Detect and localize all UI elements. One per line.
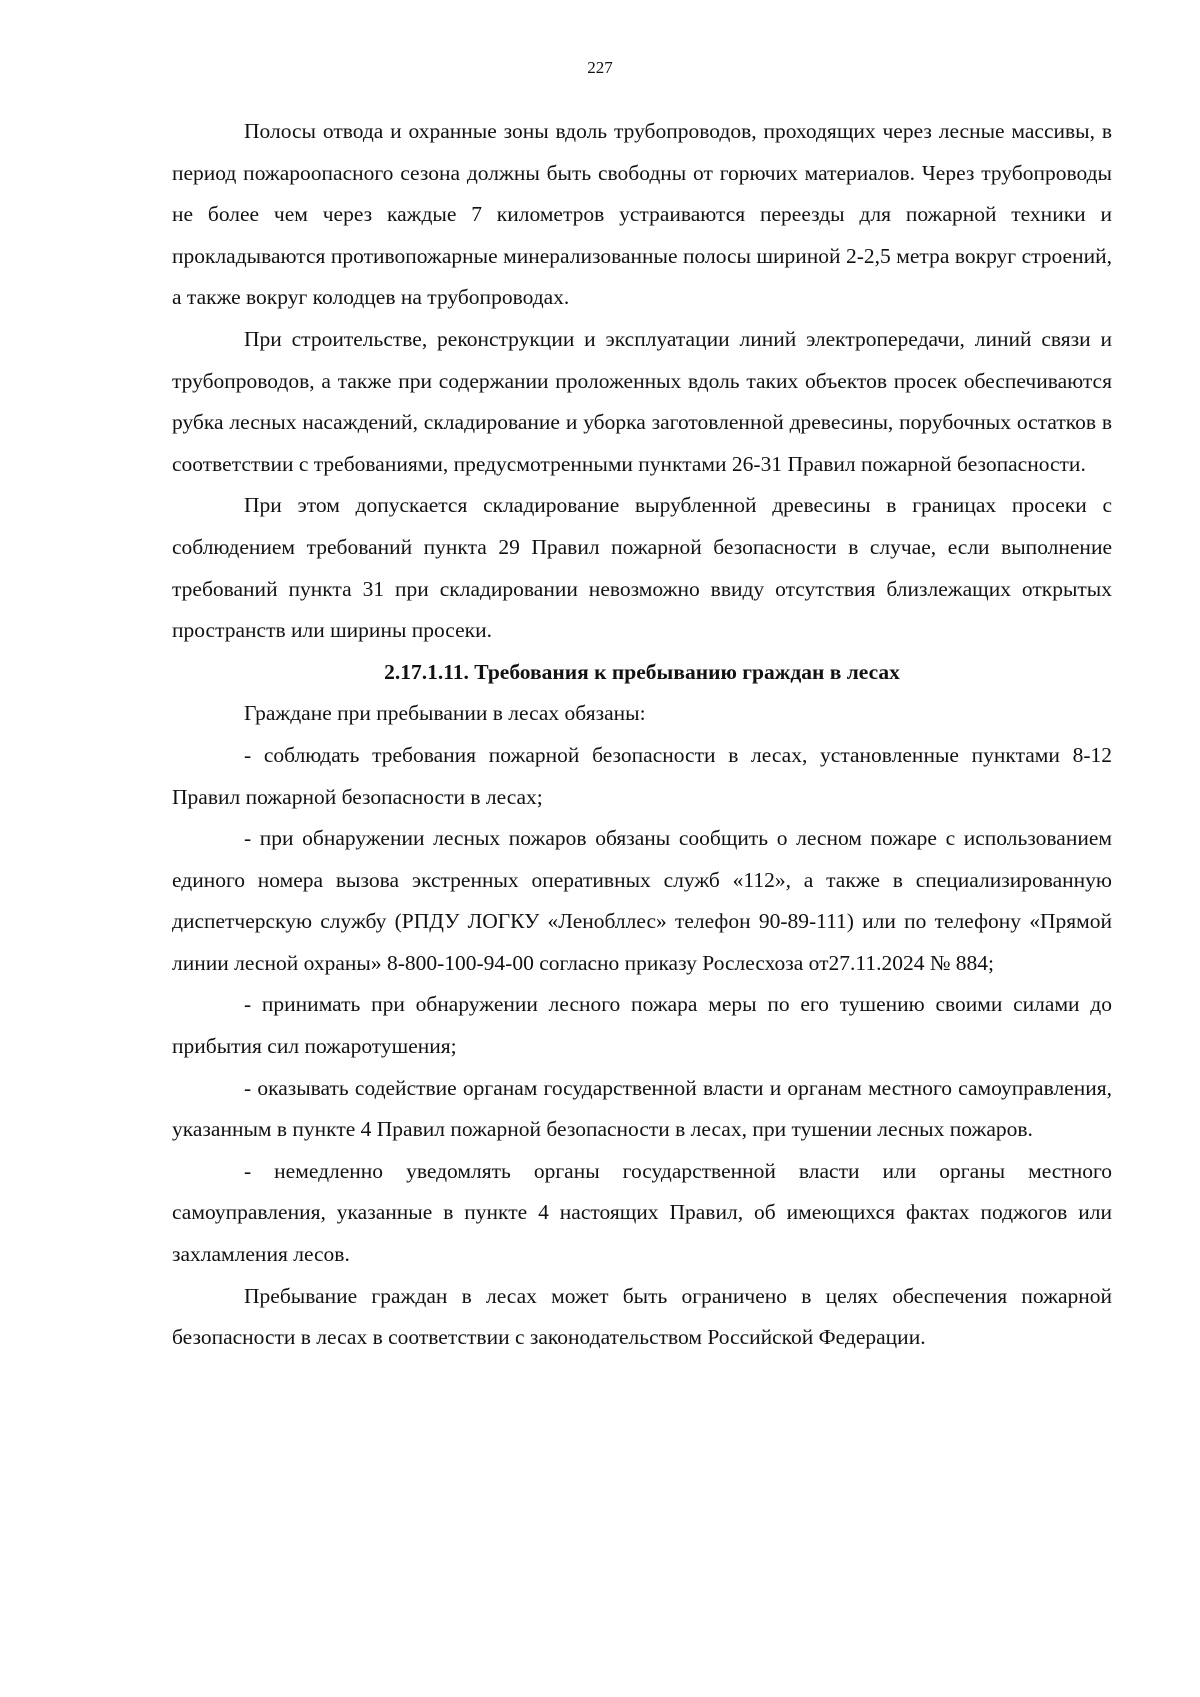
list-item-extinguish-fire: - принимать при обнаружении лесного пожара меры по его тушению своими силами до прибытия сил пожаротушения; bbox=[172, 992, 1112, 1059]
list-item-assist-authorities: - оказывать содействие органам государственной власти и органам местного самоуправления, указанным в пункте 4 Правил пожарной безопасности в лесах, при тушении лесных пожаров. bbox=[172, 1075, 1112, 1142]
paragraph-power-lines-construction: При строительстве, реконструкции и эксплуатации линий электропередачи, линий связи и трубопроводов, а также при содержании проложенных вдоль таких объектов просек обеспечиваются рубка лесных насаждений, складирование и уборка заготовленной древесины, порубочных остатков в соответствии с требованиями, предусмотренными пунктами 26-31 Правил пожарной безопасности. bbox=[172, 326, 1112, 476]
paragraph-pipeline-zones: Полосы отвода и охранные зоны вдоль трубопроводов, проходящих через лесные массивы, в период пожароопасного сезона должны быть свободны от горючих материалов. Через трубопроводы не более чем через каждые 7 километров устраиваются переезды для пожарной техники и прокладываются противопожарные минерализованные полосы шириной 2-2,5 метра вокруг строений, а также вокруг колодцев на трубопроводах. bbox=[172, 119, 1112, 310]
paragraph-citizens-obliged: Граждане при пребывании в лесах обязаны: bbox=[244, 701, 646, 726]
section-heading: 2.17.1.11. Требования к пребыванию граждан в лесах bbox=[384, 659, 900, 684]
list-item-notify-arson: - немедленно уведомлять органы государственной власти или органы местного самоуправления, указанные в пункте 4 настоящих Правил, об имеющихся фактах поджогов или захламления лесов. bbox=[172, 1158, 1112, 1267]
document-body bbox=[172, 111, 1112, 1359]
list-item-report-fire: - при обнаружении лесных пожаров обязаны сообщить о лесном пожаре с использованием единого номера вызова экстренных оперативных служб «112», а также в специализированную диспетчерскую службу (РПДУ ЛОГКУ «Ленобллес» телефон 90-89-111) или по телефону «Прямой линии лесной охраны» 8-800-100-94-00 согласно приказу Рослесхоза от27.11.2024 № 884; bbox=[172, 826, 1112, 975]
paragraph-timber-storage: При этом допускается складирование вырубленной древесины в границах просеки с соблюдением требований пункта 29 Правил пожарной безопасности в случае, если выполнение требований пункта 31 при складировании невозможно ввиду отсутствия близлежащих открытых пространств или ширины просеки. bbox=[172, 493, 1112, 643]
list-item-comply-requirements: - соблюдать требования пожарной безопасности в лесах, установленные пунктами 8-12 Правил пожарной безопасности в лесах; bbox=[172, 742, 1112, 809]
page-number: 227 bbox=[587, 58, 613, 77]
paragraph-stay-restrictions: Пребывание граждан в лесах может быть ограничено в целях обеспечения пожарной безопасности в лесах в соответствии с законодательством Российской Федерации. bbox=[172, 1283, 1112, 1350]
